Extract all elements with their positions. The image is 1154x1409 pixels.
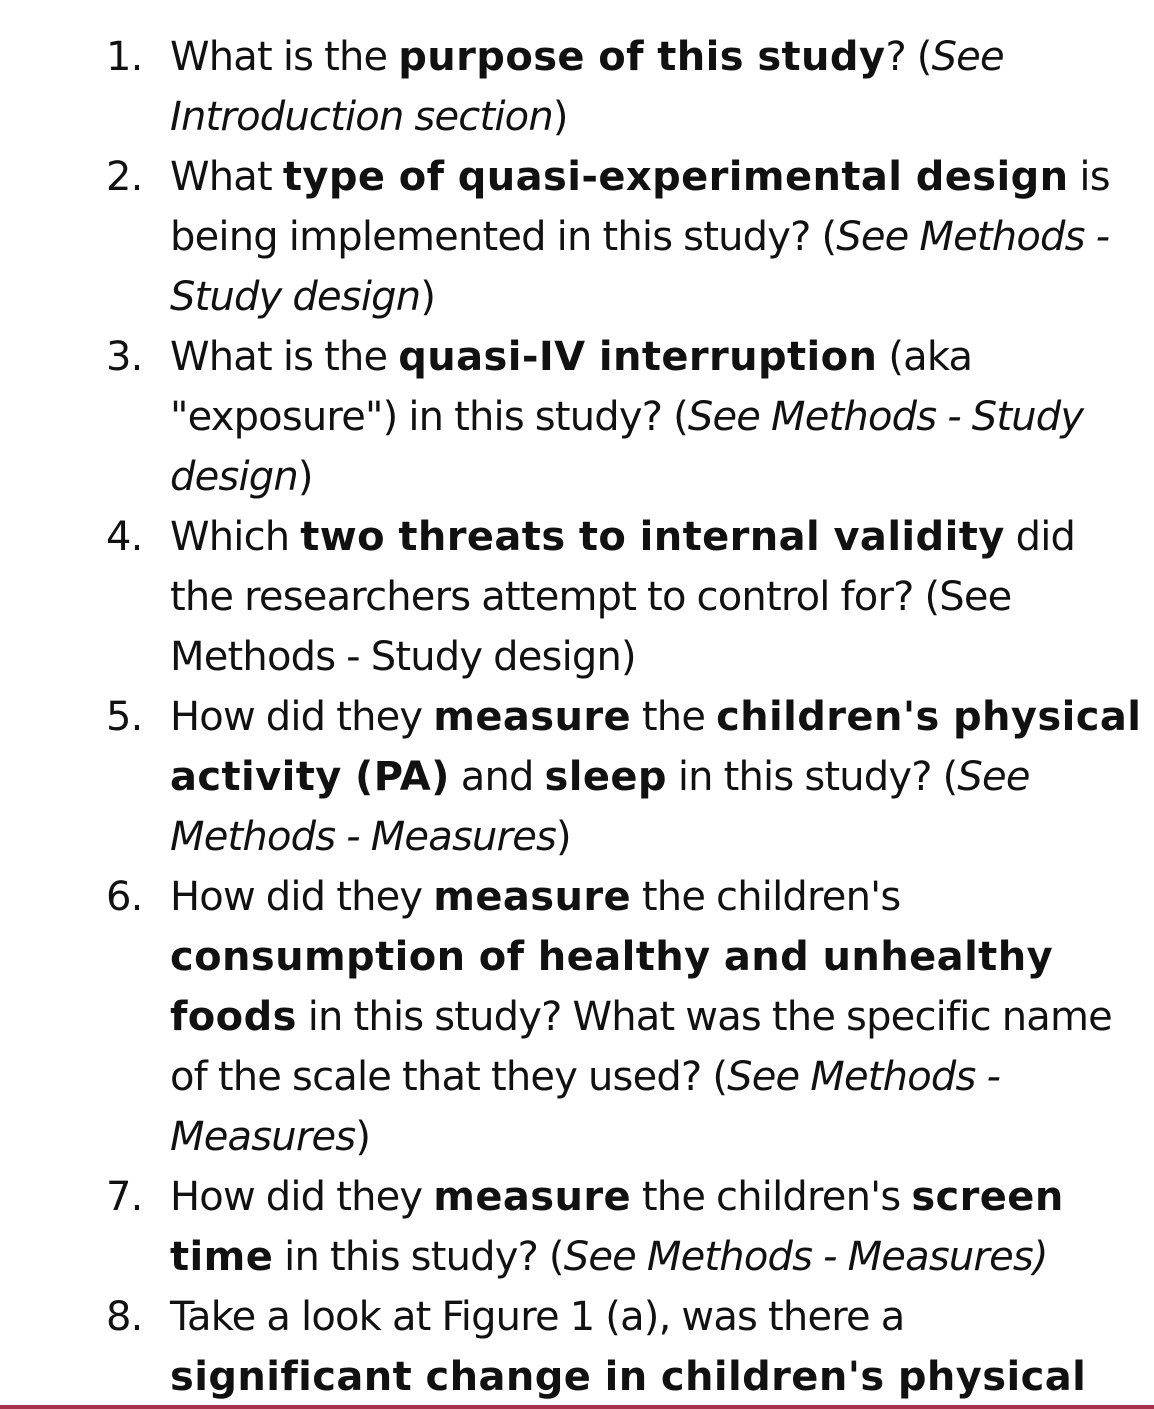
- question-item: [0, 507, 1154, 687]
- question-text-segment: Take a look at Figure 1 (a), was there a: [170, 1294, 905, 1340]
- question-number: 4.: [106, 514, 143, 560]
- question-emphasis: consumption of healthy and unhealthy foods: [170, 934, 1054, 1040]
- question-emphasis: type of quasi-experimental design: [282, 154, 1069, 200]
- section-reference: See Methods - Measures: [170, 754, 1030, 860]
- question-emphasis: children's physical activity (PA): [170, 694, 1142, 800]
- question-text: [170, 1294, 1086, 1400]
- question-number: 6.: [106, 874, 143, 920]
- question-text-segment: How did they: [170, 1174, 434, 1220]
- question-text-segment: in this study? (: [273, 1234, 564, 1280]
- question-text-segment: is being implemented in this study? (: [170, 154, 1110, 260]
- question-text-segment: How did they: [170, 694, 434, 740]
- question-number: 2.: [106, 154, 143, 200]
- question-text: [170, 874, 1112, 1160]
- section-reference: See Methods - Measures): [563, 1234, 1048, 1280]
- question-text-segment: ? (: [885, 34, 932, 80]
- question-text: [170, 334, 1083, 500]
- question-text-segment: the: [630, 694, 717, 740]
- question-text: [170, 154, 1110, 320]
- question-item: [0, 147, 1154, 327]
- question-text-segment: ): [297, 454, 313, 500]
- question-emphasis: measure: [433, 694, 631, 740]
- question-text-segment: How did they: [170, 874, 434, 920]
- question-text-segment: ): [420, 274, 436, 320]
- question-item: [0, 1287, 1154, 1407]
- section-reference: See Methods - Study design: [170, 394, 1084, 500]
- section-reference: See Methods - Study design: [170, 214, 1110, 320]
- question-text-segment: in this study? (: [666, 754, 958, 800]
- question-text-segment: (aka "exposure") in this study? (: [170, 334, 973, 440]
- question-number: 8.: [106, 1294, 143, 1340]
- question-item: [0, 1167, 1154, 1287]
- question-text-segment: in this study? What was the specific name of the scale that they used? (: [170, 994, 1112, 1100]
- question-text-segment: ): [355, 1114, 371, 1160]
- question-emphasis: sleep: [544, 754, 667, 800]
- question-list: [0, 27, 1154, 1407]
- question-emphasis: significant change in children's physical: [170, 1354, 1087, 1400]
- question-text-segment: What: [170, 154, 283, 200]
- section-reference: See Methods - Measures: [170, 1054, 1001, 1160]
- question-text-segment: ): [552, 94, 568, 140]
- question-text-segment: the children's: [630, 874, 901, 920]
- question-emphasis: two threats to internal validity: [300, 514, 1005, 560]
- question-text: [170, 694, 1141, 860]
- question-item: [0, 687, 1154, 867]
- question-text: [170, 1174, 1064, 1280]
- question-text-segment: the children's: [630, 1174, 912, 1220]
- question-text-segment: Which: [170, 514, 301, 560]
- question-emphasis: measure: [433, 1174, 631, 1220]
- question-number: 1.: [106, 34, 143, 80]
- section-reference: See Introduction section: [170, 34, 1004, 140]
- bottom-divider: [0, 1405, 1154, 1409]
- question-emphasis: quasi-IV interruption: [398, 334, 878, 380]
- question-text-segment: did the researchers attempt to control for? (See Methods - Study design): [170, 514, 1076, 680]
- question-text: [170, 34, 1004, 140]
- question-number: 5.: [106, 694, 143, 740]
- question-text-segment: and: [449, 754, 545, 800]
- question-item: [0, 27, 1154, 147]
- question-emphasis: measure: [433, 874, 631, 920]
- question-item: [0, 327, 1154, 507]
- question-text-segment: What is the: [170, 334, 399, 380]
- question-text-segment: ): [556, 814, 571, 860]
- question-number: 7.: [106, 1174, 143, 1220]
- question-emphasis: screen time: [170, 1174, 1064, 1280]
- question-item: [0, 867, 1154, 1167]
- question-text-segment: What is the: [170, 34, 399, 80]
- question-text: [170, 514, 1075, 680]
- question-number: 3.: [106, 334, 143, 380]
- question-emphasis: purpose of this study: [398, 34, 886, 80]
